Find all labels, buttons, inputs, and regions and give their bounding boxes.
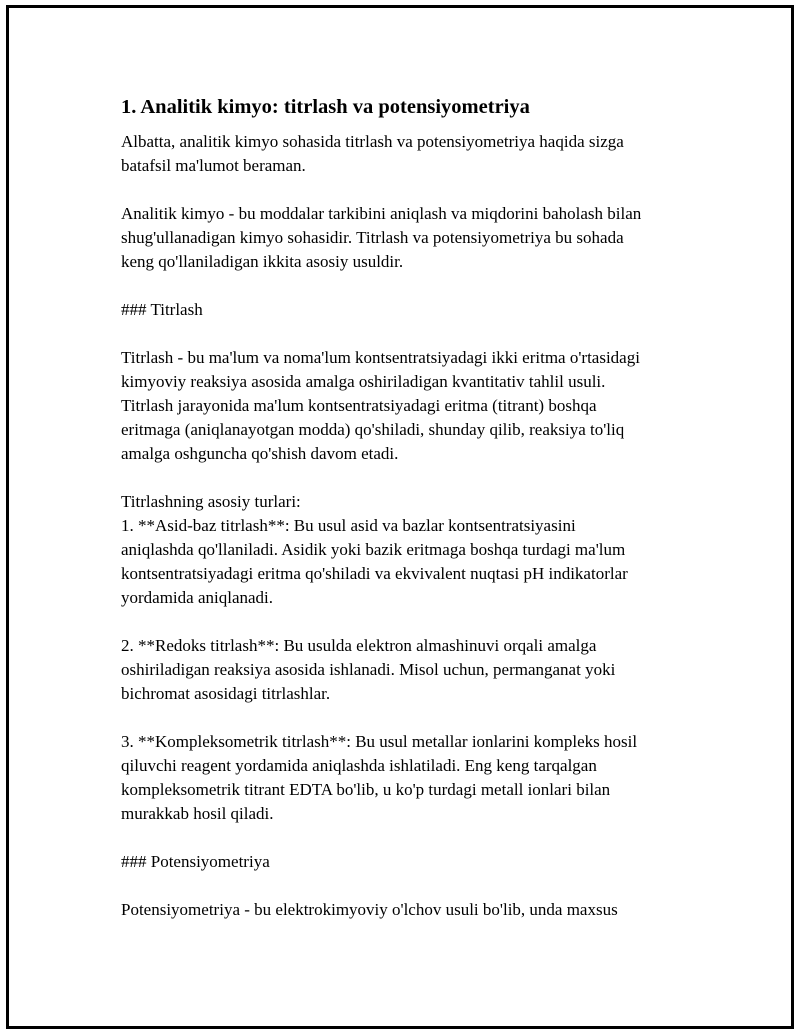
- paragraph-gap: [121, 274, 691, 298]
- document-content: [121, 94, 691, 922]
- paragraph-gap: [121, 826, 691, 850]
- paragraph-gap: [121, 466, 691, 490]
- section-heading-titrlash: ### Titrlash: [121, 300, 203, 319]
- document-title: 1. Analitik kimyo: titrlash va potensiyometriya: [121, 96, 530, 118]
- paragraph-potensiyometriya-definition: Potensiyometriya - bu elektrokimyoviy o'lchov usuli bo'lib, unda maxsus: [121, 900, 618, 919]
- list-item-asid-baz: Titrlashning asosiy turlari: 1. **Asid-baz titrlash**: Bu usul asid va bazlar kontsentratsiyasini aniqlashda qo'llaniladi. Asidik yoki bazik eritmaga boshqa turdagi ma'lum kontsentratsiyadagi eritma qo'shiladi va ekvivalent nuqtasi pH indikatorlar yordamida aniqlanadi.: [121, 492, 628, 607]
- paragraph-gap: [121, 874, 691, 898]
- paragraph-gap: [121, 706, 691, 730]
- document-page: [6, 5, 794, 1029]
- paragraph-titrlash-definition: Titrlash - bu ma'lum va noma'lum kontsentratsiyadagi ikki eritma o'rtasidagi kimyoviy reaksiya asosida amalga oshiriladigan kvantitativ tahlil usuli. Titrlash jarayonida ma'lum kontsentratsiyadagi eritma (titrant) boshqa eritmaga (aniqlanayotgan modda) qo'shiladi, shunday qilib, reaksiya to'liq amalga oshguncha qo'shish davom etadi.: [121, 348, 640, 463]
- list-item-kompleksometrik: 3. **Kompleksometrik titrlash**: Bu usul metallar ionlarini kompleks hosil qiluvchi reagent yordamida aniqlashda ishlatiladi. Eng keng tarqalgan kompleksometrik titrant EDTA bo'lib, u ko'p turdagi metall ionlari bilan murakkab hosil qiladi.: [121, 732, 638, 823]
- paragraph-analitik-kimyo: Analitik kimyo - bu moddalar tarkibini aniqlash va miqdorini baholash bilan shug'ullanadigan kimyo sohasidir. Titrlash va potensiyometriya bu sohada keng qo'llaniladigan ikkita asosiy usuldir.: [121, 204, 642, 271]
- paragraph-gap: [121, 178, 691, 202]
- paragraph-gap: [121, 322, 691, 346]
- paragraph-gap: [121, 610, 691, 634]
- list-item-redoks: 2. **Redoks titrlash**: Bu usulda elektron almashinuvi orqali amalga oshiriladigan reaksiya asosida ishlanadi. Misol uchun, permanganat yoki bichromat asosidagi titrlashlar.: [121, 636, 616, 703]
- paragraph-intro: Albatta, analitik kimyo sohasida titrlash va potensiyometriya haqida sizga batafsil ma'lumot beraman.: [121, 132, 624, 175]
- section-heading-potensiyometriya: ### Potensiyometriya: [121, 852, 270, 871]
